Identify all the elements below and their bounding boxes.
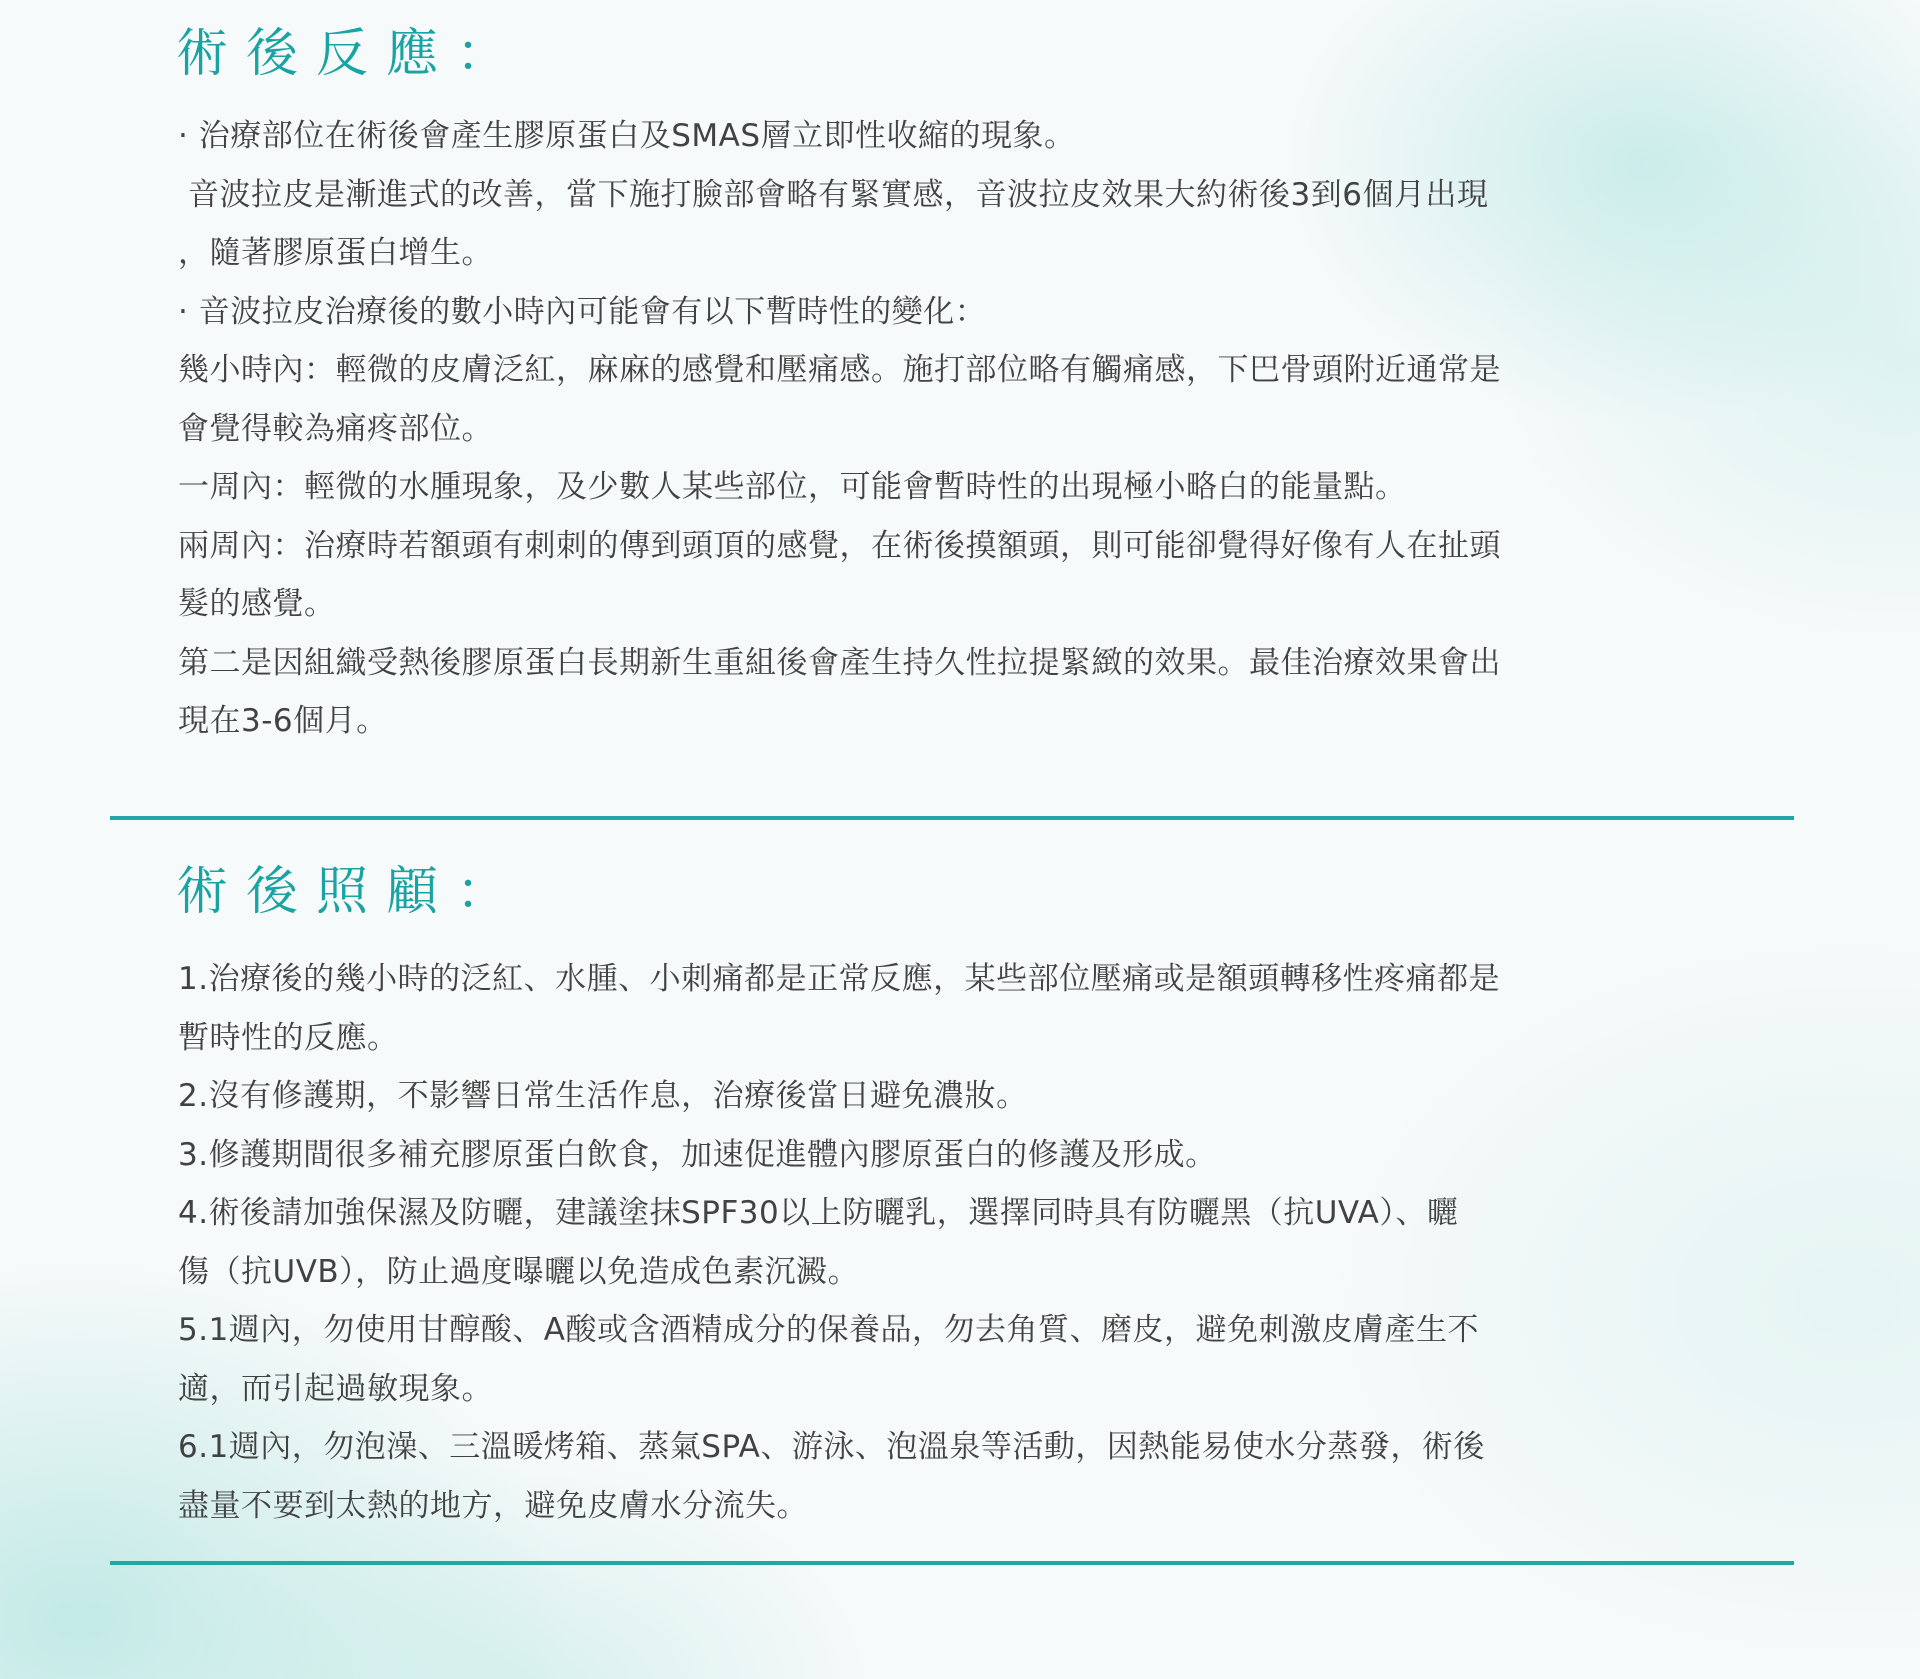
reaction-line: 幾小時內：輕微的皮膚泛紅，麻麻的感覺和壓痛感。施打部位略有觸痛感，下巴骨頭附近通常是 — [178, 352, 1501, 388]
care-line: 盡量不要到太熱的地方，避免皮膚水分流失。 — [178, 1487, 808, 1524]
care-line: 適，而引起過敏現象。 — [178, 1370, 493, 1407]
reaction-line: ，隨著膠原蛋白增生。 — [178, 235, 493, 271]
care-line: 暫時性的反應。 — [178, 1019, 399, 1056]
care-line: 1.治療後的幾小時的泛紅、水腫、小刺痛都是正常反應，某些部位壓痛或是額頭轉移性疼痛都是 — [178, 961, 1501, 997]
reaction-line: 音波拉皮是漸進式的改善，當下施打臉部會略有緊實感，音波拉皮效果大約術後3到6個月出現 — [188, 176, 1489, 213]
care-line: 5.1週內，勿使用甘醇酸、A酸或含酒精成分的保養品，勿去角質、磨皮，避免刺激皮膚產生不 — [178, 1312, 1480, 1348]
care-line: 3.修護期間很多補充膠原蛋白飲食，加速促進體內膠原蛋白的修護及形成。 — [178, 1136, 1217, 1173]
care-line: 2.沒有修護期，不影響日常生活作息，治療後當日避免濃妝。 — [178, 1078, 1028, 1114]
reaction-line: 會覺得較為痛疼部位。 — [178, 410, 493, 447]
section-title-reaction: 術後反應： — [176, 24, 527, 84]
reaction-line: 髮的感覺。 — [178, 586, 336, 622]
reaction-line: · 音波拉皮治療後的數小時內可能會有以下暫時性的變化： — [178, 293, 987, 330]
section-divider — [110, 816, 1794, 820]
reaction-line: 兩周內：治療時若額頭有刺刺的傳到頭頂的感覺，在術後摸額頭，則可能卻覺得好像有人在扯頭 — [178, 527, 1501, 564]
reaction-line: 現在3-6個月。 — [178, 703, 388, 739]
care-text-block — [178, 950, 1758, 1535]
care-line: 6.1週內，勿泡澡、三溫暖烤箱、蒸氣SPA、游泳、泡溫泉等活動，因熱能易使水分蒸發，術後 — [178, 1429, 1485, 1465]
section-title-care: 術後照顧： — [176, 862, 527, 922]
reaction-line: 一周內：輕微的水腫現象，及少數人某些部位，可能會暫時性的出現極小略白的能量點。 — [178, 469, 1407, 505]
reaction-line: 第二是因組織受熱後膠原蛋白長期新生重組後會產生持久性拉提緊緻的效果。最佳治療效果會出 — [178, 644, 1501, 681]
reaction-line: · 治療部位在術後會產生膠原蛋白及SMAS層立即性收縮的現象。 — [178, 118, 1076, 154]
care-line: 傷（抗UVB），防止過度曝曬以免造成色素沉澱。 — [178, 1253, 860, 1290]
section-divider — [110, 1561, 1794, 1565]
reaction-text-block — [178, 107, 1758, 751]
care-line: 4.術後請加強保濕及防曬，建議塗抹SPF30以上防曬乳，選擇同時具有防曬黑（抗UVA）、曬 — [178, 1195, 1459, 1231]
